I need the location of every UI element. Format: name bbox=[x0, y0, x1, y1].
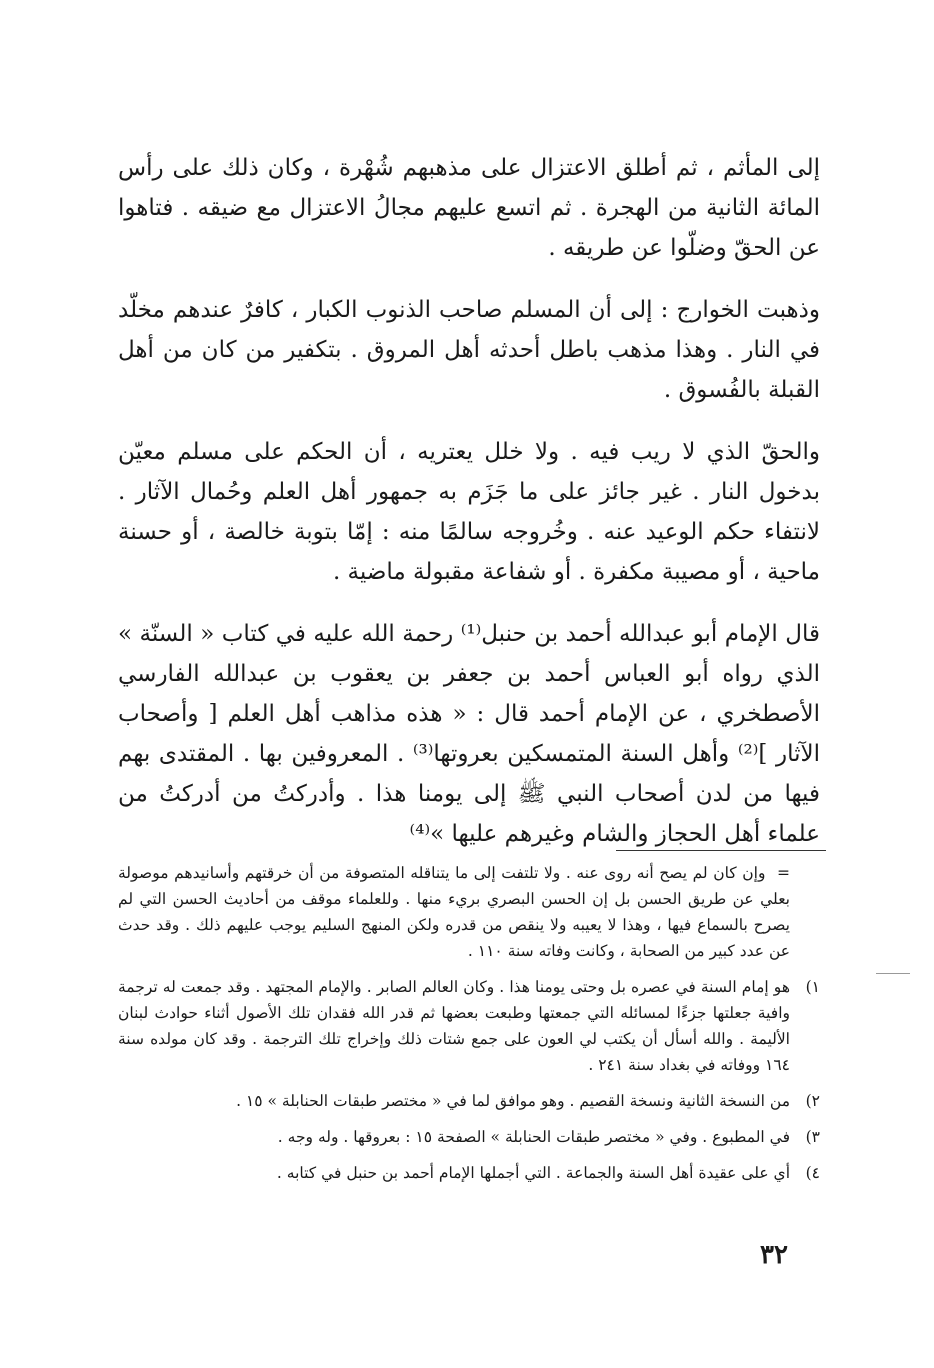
footnote-text: في المطبوع . وفي « مختصر طبقات الحنابلة » الصفحة ١٥ : بعروقها . وله وجه . bbox=[277, 1128, 790, 1146]
footnote-divider bbox=[616, 850, 826, 851]
footnote-4 bbox=[118, 1160, 820, 1186]
paragraph-khawarij: وذهبت الخوارج : إلى أن المسلم صاحب الذنوب الكبار ، كافرٌ عندهم مخلّد في النار . وهذا مذهب باطل أحدثه أهل المروق . بتكفير من كان من أهل القبلة بالفُسوق . bbox=[118, 297, 820, 403]
footnote-number: ٢) bbox=[805, 1092, 820, 1110]
footnotes bbox=[118, 860, 820, 1196]
continuation-marker: = bbox=[777, 864, 790, 882]
footnote-text: أي على عقيدة أهل السنة والجماعة . التي أجملها الإمام أحمد بن حنبل في كتابه . bbox=[276, 1164, 790, 1182]
paragraph-mutazila: إلى المأثم ، ثم أطلق الاعتزال على مذهبهم شُهْرة ، وكان ذلك على رأس المائة الثانية من الهجرة . ثم اتسع عليهم مجالُ الاعتزال مع ضيقه . فتاهوا عن الحقّ وضلّوا عن طريقه . bbox=[118, 155, 820, 261]
footnote-3 bbox=[118, 1124, 820, 1150]
footnote-number: ١) bbox=[805, 978, 820, 996]
page-number: ٣٢ bbox=[760, 1240, 788, 1270]
footnote-1 bbox=[118, 974, 820, 1078]
footnote-number: ٣) bbox=[805, 1128, 820, 1146]
footnote-continuation-text: وإن كان لم يصح أنه روى عنه . ولا تلتفت إلى ما يتناقله المتصوفة من أن خرقتهم وأسانيدهم موصولة بعلي عن طريق الحسن بل إن الحسن البصري بريء منها . وللعلماء موقف من أحاديث الحسن التي لم يصرح بالسماع فيها ، وهذا لا يعيبه ولا ينقص من قدره ولكن المنهج السليم يوجب عليهم ذلك . وقد حدث عن عدد كبير من الصحابة ، وكانت وفاته سنة ١١٠ . bbox=[118, 864, 790, 960]
footnote-continuation bbox=[118, 860, 820, 964]
page-edge-mark bbox=[876, 973, 910, 974]
footnote-text: من النسخة الثانية ونسخة القصيم . وهو موافق لما في « مختصر طبقات الحنابلة » ١٥ . bbox=[236, 1092, 790, 1110]
footnote-2 bbox=[118, 1088, 820, 1114]
main-text bbox=[118, 148, 820, 854]
paragraph-imam-ahmad: قال الإمام أبو عبدالله أحمد بن حنبل⁽¹⁾ رحمة الله عليه في كتاب « السنّة » الذي رواه أبو العباس أحمد بن جعفر بن يعقوب بن عبدالله الفارسي الأصطخري ، عن الإمام أحمد قال : « هذه مذاهب أهل العلم [ وأصحاب الآثار ]⁽²⁾ وأهل السنة المتمسكين بعروتها⁽³⁾ . المعروفين بها . المقتدى بهم فيها من لدن أصحاب النبي ﷺ إلى يومنا هذا . وأدركتُ من أدركتُ من علماء أهل الحجاز والشام وغيرهم عليها »⁽⁴⁾ bbox=[118, 621, 820, 847]
footnote-text: هو إمام السنة في عصره بل وحتى يومنا هذا . وكان العالم الصابر . والإمام المجتهد . وقد جمعت له ترجمة وافية جعلتها جزءًا لمسائله التي جمعتها وطبعت بعضها ثم قدر الله فقدان تلك الأصول أثناء حوادث لبنان الأليمة . والله أسأل أن يكتب لي العون على جمع شتات ذلك وإخراج تلك الترجمة . وقد كان مولده سنة ١٦٤ ووفاته في بغداد سنة ٢٤١ . bbox=[118, 978, 790, 1074]
footnote-number: ٤) bbox=[805, 1164, 820, 1182]
paragraph-truth: والحقّ الذي لا ريب فيه . ولا خلل يعتريه ، أن الحكم على مسلم معيّن بدخول النار . غير جائز على ما جَزَم به جمهور أهل العلم وحُمال الآثار . لانتفاء حكم الوعيد عنه . وخُروجه سالمًا منه : إمّا بتوبة خالصة ، أو حسنة ماحية ، أو مصيبة مكفرة . أو شفاعة مقبولة ماضية . bbox=[118, 439, 820, 585]
